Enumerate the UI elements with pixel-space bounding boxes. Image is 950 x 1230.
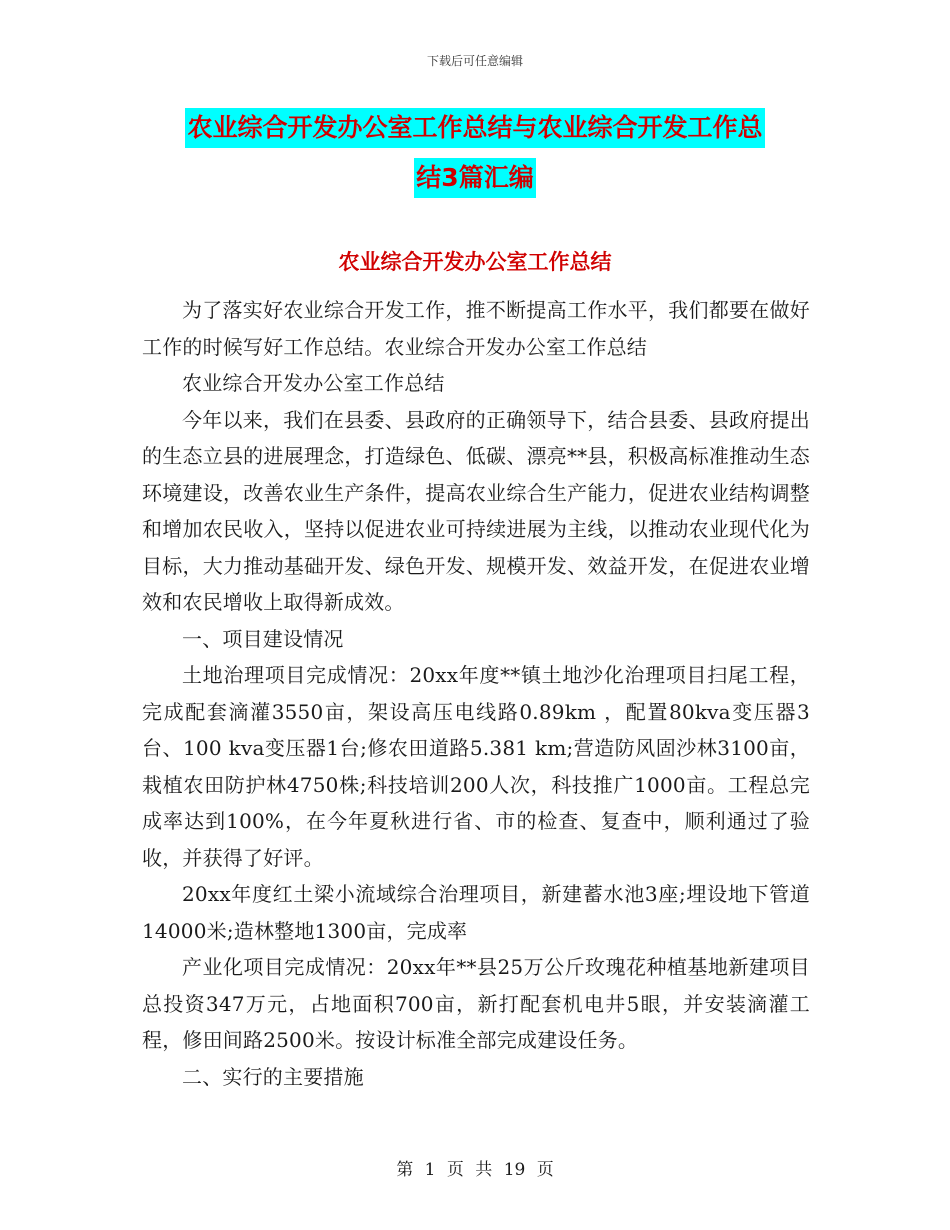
paragraph-overview: 今年以来，我们在县委、县政府的正确领导下，结合县委、县政府提出的生态立县的进展理念，打造绿色、低碳、漂亮**县，积极高标准推动生态环境建设，改善农业生产条件，提高农业综合生产能力，促进农业结构调整和增加农民收入，坚持以促进农业可持续进展为主线，以推动农业现代化为目标，大力推动基础开发、绿色开发、规模开发、效益开发，在促进农业增效和农民增收上取得新成效。 [142,407,810,614]
header-note: 下载后可任意编辑 [426,54,523,68]
paragraph-industrialization: 产业化项目完成情况：20xx年**县25万公斤玫瑰花种植基地新建项目总投资347万元，占地面积700亩，新打配套机电井5眼，并安装滴灌工程，修田间路2500米。按设计标准全部完成建设任务。 [142,955,810,1052]
heading-main-measures: 二、实行的主要措施 [182,1064,364,1089]
paragraph-watershed: 20xx年度红土梁小流域综合治理项目，新建蓄水池3座;埋设地下管道14000米;造林整地1300亩，完成率 [142,882,810,943]
paragraph-subtitle: 农业综合开发办公室工作总结 [182,371,445,395]
section-title: 农业综合开发办公室工作总结 [338,250,612,274]
document-title [0,108,950,198]
page-number: 第 1 页 共 19 页 [396,1160,554,1180]
body-text [142,292,810,1095]
title-line-1: 农业综合开发办公室工作总结与农业综合开发工作总 [185,108,764,148]
heading-project-construction: 一、项目建设情况 [182,626,344,651]
title-line-2: 结3篇汇编 [414,158,535,198]
paragraph-intro: 为了落实好农业综合开发工作，推不断提高工作水平，我们都要在做好工作的时候写好工作总结。农业综合开发办公室工作总结 [142,298,810,359]
paragraph-land-governance: 土地治理项目完成情况：20xx年度**镇土地沙化治理项目扫尾工程，完成配套滴灌3550亩，架设高压电线路0.89km ，配置80kva变压器3台、100 kva变压器1台;修农田道路5.381 km;营造防风固沙林3100亩，栽植农田防护林4750株;科技培训200人次，科技推广1000亩。工程总完成率达到100%，在今年夏秋进行省、市的检查、复查中，顺利通过了验收，并获得了好评。 [142,663,810,870]
